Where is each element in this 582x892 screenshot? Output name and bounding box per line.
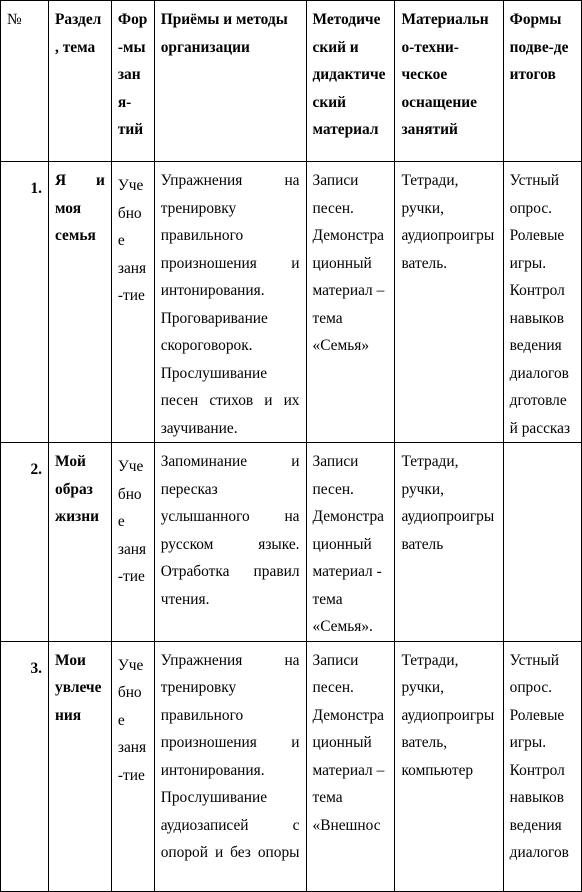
row-theme xyxy=(49,162,112,443)
row-form-line: бно xyxy=(117,684,142,701)
row-didactic-line: материал – xyxy=(312,282,385,299)
row-didactic-line: Демонстра xyxy=(312,508,384,525)
row-results-line: ведения xyxy=(509,337,562,354)
row-theme xyxy=(49,641,112,891)
header-didactic-line: материал xyxy=(312,121,379,138)
header-equipment-line: занятий xyxy=(401,121,458,138)
row-methods-line: русском языке. xyxy=(160,535,300,553)
row-methods xyxy=(154,443,306,642)
row-didactic-line: ционный xyxy=(312,254,372,272)
row-number-label: 3. xyxy=(30,659,43,677)
row-form xyxy=(111,641,154,891)
row-methods-line: заучивание. xyxy=(160,419,238,437)
row-methods-line: Отработка правил xyxy=(160,563,300,580)
row-methods-line: интонирования. xyxy=(160,282,265,299)
row-form-line: е xyxy=(117,513,125,530)
table-row xyxy=(1,443,582,642)
row-equipment-line: компьютер xyxy=(401,761,474,779)
row-methods-line: Запоминание и xyxy=(160,453,300,470)
row-number xyxy=(1,443,49,642)
table-row xyxy=(1,162,582,443)
row-equipment-line: ручки, xyxy=(401,199,444,217)
row-didactic-line: тема xyxy=(312,789,343,806)
row-equipment-line: Тетради, xyxy=(401,651,459,669)
row-methods-line: пересказ xyxy=(160,480,218,498)
row-number-label: 2. xyxy=(30,461,43,478)
row-didactic-line: материал – xyxy=(312,761,385,779)
header-form-line: зан xyxy=(117,66,141,83)
header-results-line: подве-де xyxy=(509,38,569,56)
row-equipment xyxy=(395,162,503,443)
row-results-line: навыков xyxy=(509,309,564,327)
row-didactic-line: песен. xyxy=(312,679,354,696)
header-equipment-line: о-техни- xyxy=(401,38,459,56)
header-didactic-line: Методиче xyxy=(312,11,381,28)
row-didactic-line: песен. xyxy=(312,480,354,498)
row-form-line: е xyxy=(117,711,125,729)
row-equipment-line: аудиопроигры xyxy=(401,508,495,525)
row-results-line: ведения xyxy=(509,816,562,834)
header-number-label: № xyxy=(7,11,22,28)
row-results-line: Контрол xyxy=(509,761,565,779)
header-form-line: тий xyxy=(117,121,144,138)
row-form-line: заня xyxy=(117,540,147,558)
row-methods-line: произношения и xyxy=(160,254,300,272)
row-methods-line: Прослушивание xyxy=(160,789,268,806)
header-didactic xyxy=(306,1,395,162)
row-methods-line: услышанного на xyxy=(160,508,300,525)
row-results xyxy=(503,443,581,642)
header-equipment-line: ческое xyxy=(401,66,448,83)
row-results-line: Ролевые xyxy=(509,706,565,724)
row-didactic xyxy=(306,443,395,642)
row-didactic xyxy=(306,162,395,443)
row-form-line: -тие xyxy=(117,766,145,784)
row-equipment-line: аудиопроигры xyxy=(401,227,495,244)
row-results-line: диалогов xyxy=(509,364,569,382)
row-results-line: Устный xyxy=(509,651,560,669)
row-didactic-line: Записи xyxy=(312,651,359,669)
row-methods-line: Прослушивание xyxy=(160,364,268,382)
row-equipment xyxy=(395,641,503,891)
row-didactic-line: ционный xyxy=(312,734,372,751)
row-equipment-line: аудиопроигры xyxy=(401,706,495,724)
row-didactic-line: тема xyxy=(312,590,343,608)
row-didactic-line: «Семья». xyxy=(312,618,373,635)
row-results-line: Устный xyxy=(509,172,560,189)
row-equipment-line: ручки, xyxy=(401,480,444,498)
row-form xyxy=(111,162,154,443)
row-didactic-line: Демонстра xyxy=(312,227,384,244)
row-form-line: бно xyxy=(117,485,142,503)
row-methods-line: аудиозаписей с xyxy=(160,816,300,834)
header-results xyxy=(503,1,581,162)
row-form-line: Уче xyxy=(117,177,144,194)
row-number xyxy=(1,641,49,891)
row-results-line: опрос. xyxy=(509,199,553,217)
row-theme-line: моя xyxy=(55,199,82,217)
row-didactic-line: «Семья» xyxy=(312,337,370,354)
row-form-line: бно xyxy=(117,204,142,222)
row-form-line: заня xyxy=(117,739,147,756)
row-equipment-line: ручки, xyxy=(401,679,444,696)
row-methods-line: Упражнения на xyxy=(160,172,300,189)
row-equipment-line: Тетради, xyxy=(401,172,459,189)
row-form xyxy=(111,443,154,642)
row-didactic-line: Демонстра xyxy=(312,706,384,724)
row-results xyxy=(503,641,581,891)
row-equipment-line: ватель, xyxy=(401,734,448,751)
row-didactic-line: «Внешнос xyxy=(312,816,381,834)
row-form-line: -тие xyxy=(117,568,145,585)
row-didactic-line: ционный xyxy=(312,535,372,553)
row-results-line: игры. xyxy=(509,734,547,751)
row-methods-line: произношения и xyxy=(160,734,300,751)
header-form-line: я- xyxy=(117,93,132,111)
row-theme-line: семья xyxy=(55,227,96,244)
row-equipment-line: ватель. xyxy=(401,254,448,272)
row-results-line: навыков xyxy=(509,789,564,806)
row-results-line: й рассказ xyxy=(509,419,571,437)
row-results-line: дготовле xyxy=(509,392,567,409)
header-results-line: итогов xyxy=(509,66,556,83)
row-results-line: игры. xyxy=(509,254,547,272)
row-results-line: Ролевые xyxy=(509,227,565,244)
row-theme xyxy=(49,443,112,642)
header-number xyxy=(1,1,49,162)
row-equipment-line: Тетради, xyxy=(401,453,459,470)
row-results-line: опрос. xyxy=(509,679,553,696)
row-number xyxy=(1,162,49,443)
row-form-line: заня xyxy=(117,259,147,277)
row-number-label: 1. xyxy=(30,180,43,197)
row-methods xyxy=(154,641,306,891)
row-methods-line: тренировку xyxy=(160,679,237,696)
header-section-label: Раздел , тема xyxy=(55,11,102,56)
row-equipment xyxy=(395,443,503,642)
row-form-line: -тие xyxy=(117,287,145,304)
header-didactic-line: дидактиче xyxy=(312,66,386,83)
row-methods-line: правильного xyxy=(160,227,244,244)
row-methods-line: чтения. xyxy=(160,590,210,608)
row-results xyxy=(503,162,581,443)
row-theme-line: ния xyxy=(55,706,82,724)
row-results-line: Контрол xyxy=(509,282,565,299)
row-theme-line: Я и xyxy=(55,172,105,189)
table-body xyxy=(1,162,582,892)
row-didactic-line: Записи xyxy=(312,172,359,189)
header-section xyxy=(49,1,112,162)
row-methods-line: тренировку xyxy=(160,199,237,217)
header-form xyxy=(111,1,154,162)
header-didactic-line: ский и xyxy=(312,38,359,56)
row-theme-line: увлече xyxy=(55,679,102,696)
row-methods-line: скороговорок. xyxy=(160,337,253,354)
row-didactic-line: Записи xyxy=(312,453,359,470)
row-didactic-line: материал - xyxy=(312,563,382,580)
row-didactic xyxy=(306,641,395,891)
header-equipment-line: оснащение xyxy=(401,93,477,111)
row-didactic-line: тема xyxy=(312,309,343,327)
header-row xyxy=(1,1,582,162)
row-theme-line: Мой xyxy=(55,453,86,470)
row-form-line: е xyxy=(117,232,125,249)
header-didactic-line: ский xyxy=(312,93,346,111)
header-methods xyxy=(154,1,306,162)
row-methods-line: Проговаривание xyxy=(160,309,268,327)
row-theme-line: образ xyxy=(55,480,93,498)
row-theme-line: Мои xyxy=(55,651,86,669)
row-results-line: диалогов xyxy=(509,844,569,861)
header-results-line: Формы xyxy=(509,11,562,28)
row-methods-line: опорой и без опоры xyxy=(160,844,300,861)
header-form-line: -мы xyxy=(117,38,146,56)
row-theme-line: жизни xyxy=(55,508,99,525)
header-equipment-line: Материальн xyxy=(401,11,489,28)
row-didactic-line: песен. xyxy=(312,199,354,217)
header-form-line: Фор xyxy=(117,11,148,28)
header-equipment xyxy=(395,1,503,162)
row-equipment-line: ватель xyxy=(401,535,444,553)
header-methods-label: Приёмы и методы организации xyxy=(160,11,288,56)
row-methods xyxy=(154,162,306,443)
row-methods-line: правильного xyxy=(160,706,244,724)
row-methods-line: песен стихов и их xyxy=(160,392,300,409)
row-methods-line: интонирования. xyxy=(160,761,265,779)
row-form-line: Уче xyxy=(117,656,144,674)
table-row xyxy=(1,641,582,891)
row-form-line: Уче xyxy=(117,458,144,475)
row-methods-line: Упражнения на xyxy=(160,651,300,669)
